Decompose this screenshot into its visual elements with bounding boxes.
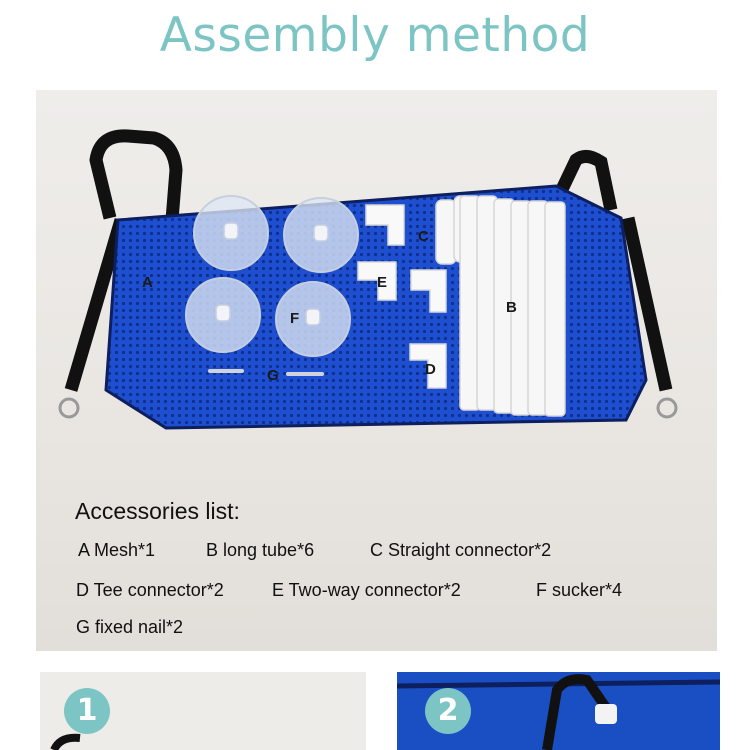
accessory-item: D Tee connector*2 [76,580,224,600]
accessory-item: F sucker*4 [536,580,623,600]
accessory-item: B long tube*6 [206,540,315,560]
nail-1 [208,369,244,373]
step-1-panel [40,672,366,750]
step-2-panel [397,672,720,750]
label-b: B [506,299,517,316]
label-d: D [425,361,436,378]
accessory-item: C Straight connector*2 [370,540,552,560]
label-f: F [290,310,300,327]
accessories-photo [36,90,717,651]
label-a: A [142,274,153,291]
left-top-strap [96,136,176,220]
accessory-item: G fixed nail*2 [76,617,184,637]
label-e: E [377,274,388,291]
right-ring [658,399,676,417]
hammock-parts-illustration [36,90,717,651]
accessory-item: A Mesh*1 [78,540,156,560]
label-c: C [418,228,429,245]
step-2-badge: 2 [425,688,471,734]
label-g: G [267,367,279,384]
left-ring [60,399,78,417]
nail-2 [286,372,324,376]
accessory-item: E Two-way connector*2 [272,580,461,600]
accessories-heading: Accessories list: [75,498,240,524]
step-1-badge: 1 [64,688,110,734]
page-title: Assembly method [159,8,591,63]
